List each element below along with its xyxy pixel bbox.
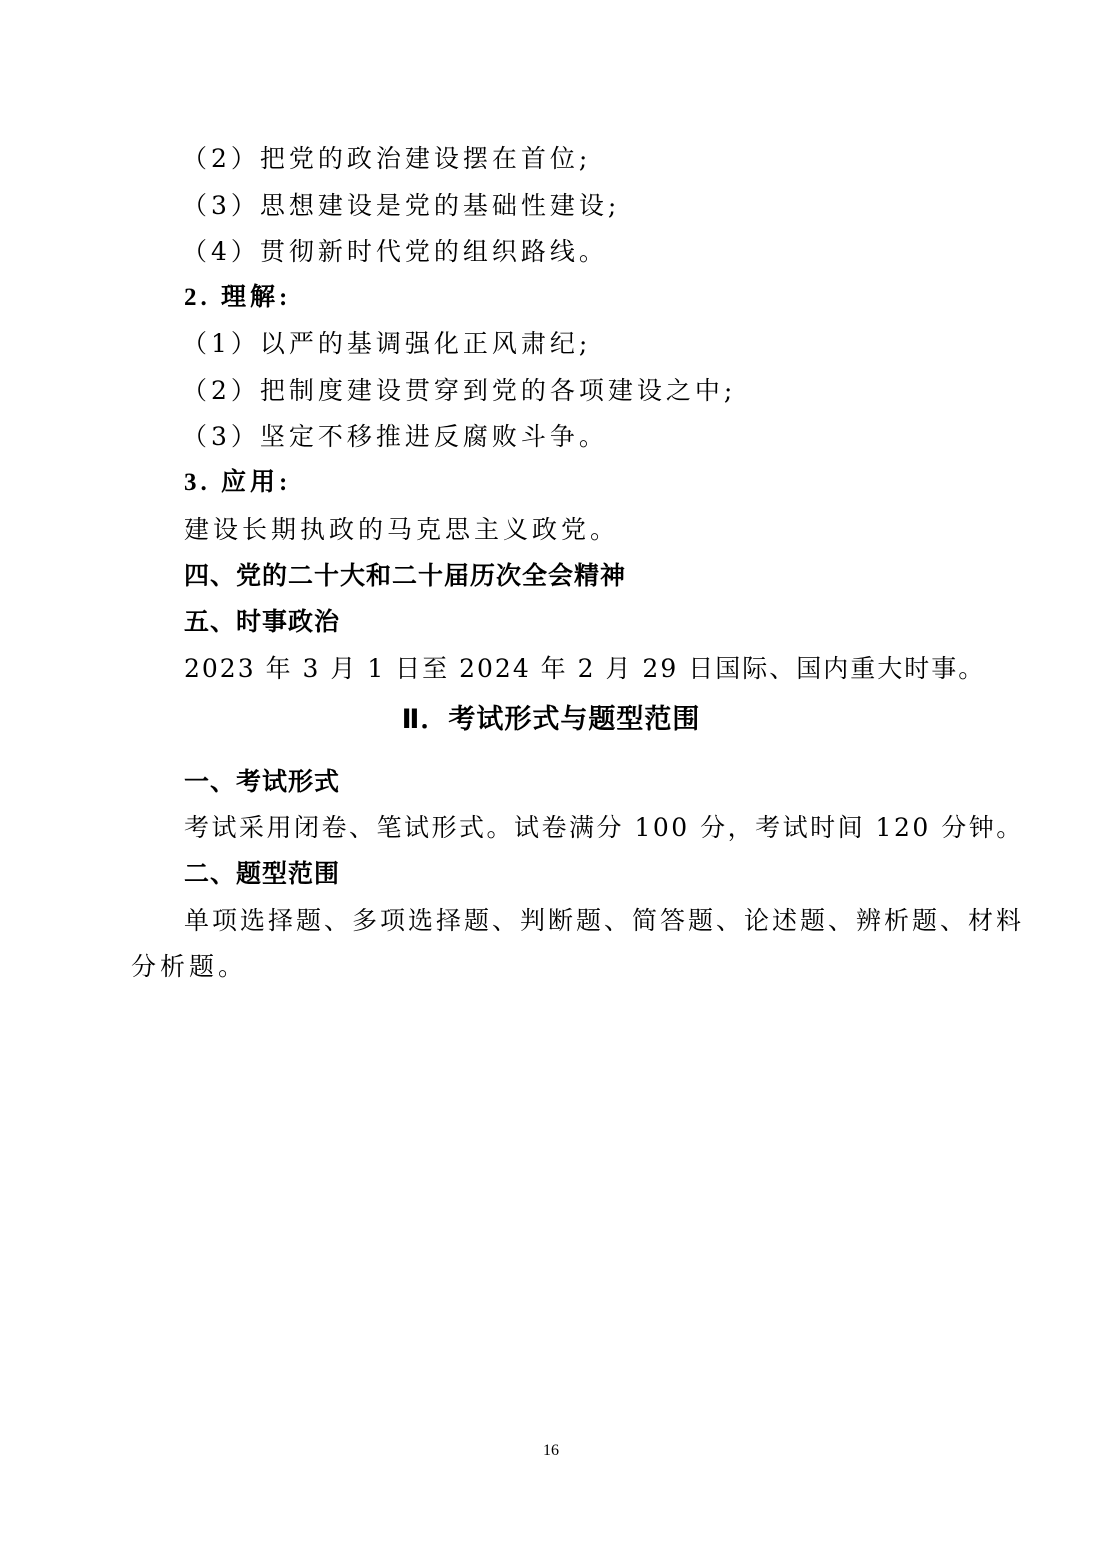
heading-current-affairs: 五、时事政治 bbox=[184, 607, 341, 636]
current-affairs-text: 2023 年 3 月 1 日至 2024 年 2 月 29 日国际、国内重大时事。 bbox=[184, 654, 986, 683]
heading-exam-form: 一、考试形式 bbox=[184, 767, 341, 796]
apply-text: 建设长期执政的马克思主义政党。 bbox=[184, 515, 620, 544]
page-number: 16 bbox=[543, 1442, 559, 1459]
heading-party-congress: 四、党的二十大和二十届历次全会精神 bbox=[184, 561, 627, 590]
question-types-text-line2: 分析题。 bbox=[131, 952, 248, 981]
exam-form-text: 考试采用闭卷、笔试形式。试卷满分 100 分，考试时间 120 分钟。 bbox=[184, 813, 1024, 842]
list-item-ideological-building: （3）思想建设是党的基础性建设; bbox=[182, 191, 621, 220]
heading-question-types: 二、题型范围 bbox=[184, 859, 341, 888]
list-item-anti-corruption: （3）坚定不移推进反腐败斗争。 bbox=[182, 422, 608, 451]
question-types-text-line1: 单项选择题、多项选择题、判断题、简答题、论述题、辨析题、材料 bbox=[184, 906, 1025, 935]
list-item-system-building: （2）把制度建设贯穿到党的各项建设之中; bbox=[182, 376, 737, 405]
list-item-organizational-line: （4）贯彻新时代党的组织路线。 bbox=[182, 237, 608, 266]
heading-understand: 2. 理解: bbox=[184, 284, 292, 311]
section-title: Ⅱ．考试形式与题型范围 bbox=[401, 704, 701, 735]
heading-apply: 3. 应用: bbox=[184, 469, 292, 496]
list-item-political-building: （2）把党的政治建设摆在首位; bbox=[182, 144, 592, 173]
list-item-discipline: （1）以严的基调强化正风肃纪; bbox=[182, 329, 592, 358]
